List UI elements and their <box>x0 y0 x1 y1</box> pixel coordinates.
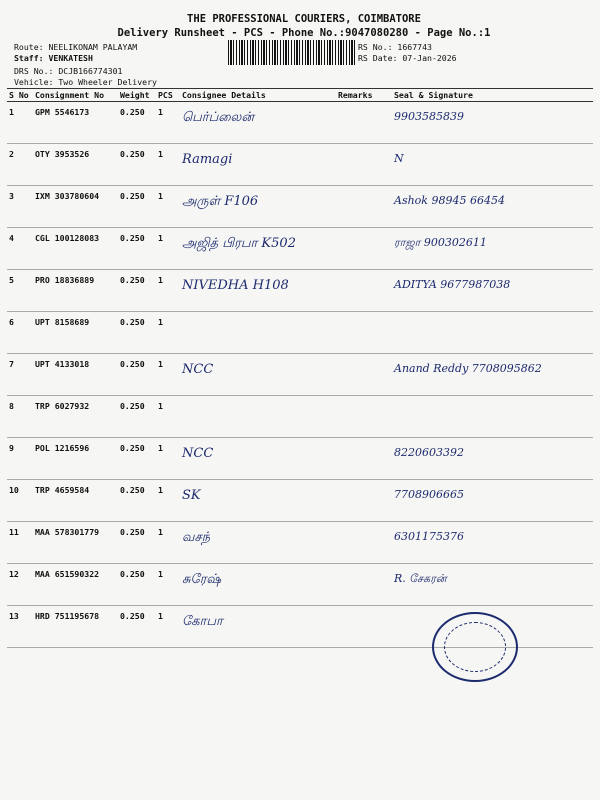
row-consignee: NCC <box>182 446 214 461</box>
row-sno-cell: 13 <box>7 606 33 648</box>
row-consignee-cell <box>180 102 336 144</box>
row-consignment-no-cell: OTY 3953526 <box>33 144 118 186</box>
row-consignee-cell <box>180 564 336 606</box>
table-row <box>7 438 593 480</box>
row-consignee: அஜித் பிரபா K502 <box>182 236 296 251</box>
row-consignment-no-cell: GPM 5546173 <box>33 102 118 144</box>
row-sno-cell: 4 <box>7 228 33 270</box>
vehicle-label: Vehicle: Two Wheeler Delivery <box>14 77 157 87</box>
table-row <box>7 354 593 396</box>
row-signature: ADITYA 9677987038 <box>394 278 511 291</box>
row-signature-cell <box>392 564 593 606</box>
row-sno-cell: 10 <box>7 480 33 522</box>
row-signature: 9903585839 <box>394 110 464 123</box>
row-weight-cell: 0.250 <box>118 606 156 648</box>
row-sno-cell: 11 <box>7 522 33 564</box>
route-label: Route: NEELIKONAM PALAYAM <box>14 42 138 52</box>
row-pcs-cell: 1 <box>156 144 180 186</box>
row-consignee: Ramagi <box>182 152 233 167</box>
row-pcs-cell: 1 <box>156 564 180 606</box>
row-weight-cell: 0.250 <box>118 396 156 438</box>
row-remarks-cell <box>336 522 392 564</box>
row-consignment-no-cell: HRD 751195678 <box>33 606 118 648</box>
row-remarks-cell <box>336 312 392 354</box>
row-pcs-cell: 1 <box>156 270 180 312</box>
row-signature-cell <box>392 102 593 144</box>
table-row <box>7 480 593 522</box>
row-remarks-cell <box>336 354 392 396</box>
row-consignee-cell <box>180 480 336 522</box>
row-weight-cell: 0.250 <box>118 270 156 312</box>
row-pcs-cell: 1 <box>156 396 180 438</box>
drs-number: DRS No.: DCJB166774301 <box>14 66 123 76</box>
col-consignee: Consignee Details <box>180 89 336 102</box>
row-consignee: SK <box>182 488 201 503</box>
row-consignee: கோபா <box>182 614 223 629</box>
row-signature-cell <box>392 396 593 438</box>
row-signature-cell <box>392 354 593 396</box>
row-consignee-cell <box>180 186 336 228</box>
row-consignee: அருள் F106 <box>182 194 259 209</box>
row-weight-cell: 0.250 <box>118 522 156 564</box>
row-consignee-cell <box>180 228 336 270</box>
table-row <box>7 564 593 606</box>
row-consignment-no-cell: PRO 18836889 <box>33 270 118 312</box>
row-consignment-no-cell: TRP 4659584 <box>33 480 118 522</box>
row-remarks-cell <box>336 228 392 270</box>
row-pcs-cell: 1 <box>156 312 180 354</box>
row-weight-cell: 0.250 <box>118 312 156 354</box>
row-weight-cell: 0.250 <box>118 102 156 144</box>
table-row <box>7 186 593 228</box>
row-weight-cell: 0.250 <box>118 228 156 270</box>
row-signature: 8220603392 <box>394 446 464 459</box>
row-remarks-cell <box>336 606 392 648</box>
row-consignment-no-cell: UPT 4133018 <box>33 354 118 396</box>
row-consignment-no-cell: MAA 578301779 <box>33 522 118 564</box>
row-consignee: சுரேஷ் <box>182 572 221 587</box>
row-pcs-cell: 1 <box>156 606 180 648</box>
row-consignee: பெர்ப்லைன் <box>182 110 254 125</box>
row-consignee: NIVEDHA H108 <box>182 278 289 293</box>
row-consignee-cell <box>180 354 336 396</box>
row-consignee-cell <box>180 522 336 564</box>
row-sno-cell: 1 <box>7 102 33 144</box>
row-signature-cell <box>392 522 593 564</box>
table-header-row <box>7 89 593 102</box>
table-row <box>7 228 593 270</box>
row-signature: 7708906665 <box>394 488 464 501</box>
row-consignee-cell <box>180 396 336 438</box>
col-weight: Weight <box>118 89 156 102</box>
row-remarks-cell <box>336 480 392 522</box>
table-row <box>7 522 593 564</box>
row-consignee-cell <box>180 270 336 312</box>
runsheet-subtitle: Delivery Runsheet - PCS - Phone No.:9047080280 - Page No.:1 <box>117 27 491 39</box>
row-consignment-no-cell: TRP 6027932 <box>33 396 118 438</box>
row-sno-cell: 3 <box>7 186 33 228</box>
row-sno-cell: 7 <box>7 354 33 396</box>
row-sno-cell: 6 <box>7 312 33 354</box>
col-seal: Seal & Signature <box>392 89 593 102</box>
row-signature: 6301175376 <box>394 530 464 543</box>
row-weight-cell: 0.250 <box>118 480 156 522</box>
staff-label: Staff: VENKATESH <box>14 53 93 63</box>
table-row <box>7 144 593 186</box>
row-signature: ராஜா 900302611 <box>394 236 487 249</box>
row-weight-cell: 0.250 <box>118 354 156 396</box>
row-sno-cell: 12 <box>7 564 33 606</box>
row-pcs-cell: 1 <box>156 354 180 396</box>
row-pcs-cell: 1 <box>156 186 180 228</box>
table-row <box>7 396 593 438</box>
row-sno-cell: 5 <box>7 270 33 312</box>
row-signature: Ashok 98945 66454 <box>394 194 505 207</box>
row-pcs-cell: 1 <box>156 102 180 144</box>
row-consignment-no-cell: IXM 303780604 <box>33 186 118 228</box>
row-signature-cell <box>392 270 593 312</box>
row-remarks-cell <box>336 186 392 228</box>
stamp-inner-ring <box>444 622 506 672</box>
row-consignee-cell <box>180 144 336 186</box>
row-remarks-cell <box>336 270 392 312</box>
row-pcs-cell: 1 <box>156 228 180 270</box>
row-signature-cell <box>392 438 593 480</box>
runsheet-table <box>7 88 593 648</box>
row-consignee: வசந் <box>182 530 210 545</box>
company-title: THE PROFESSIONAL COURIERS, COIMBATORE <box>187 13 421 25</box>
row-signature-cell <box>392 480 593 522</box>
barcode <box>228 40 356 65</box>
row-consignee: NCC <box>182 362 214 377</box>
row-remarks-cell <box>336 396 392 438</box>
row-signature: N <box>394 152 404 165</box>
row-consignment-no-cell: UPT 8158689 <box>33 312 118 354</box>
row-weight-cell: 0.250 <box>118 438 156 480</box>
col-consignment: Consignment No <box>33 89 118 102</box>
row-remarks-cell <box>336 564 392 606</box>
row-remarks-cell <box>336 438 392 480</box>
company-seal-stamp <box>432 612 518 682</box>
row-consignee-cell <box>180 438 336 480</box>
row-signature-cell <box>392 312 593 354</box>
col-sno: S No <box>7 89 33 102</box>
table-row <box>7 102 593 144</box>
row-remarks-cell <box>336 144 392 186</box>
rs-number: RS No.: 1667743 <box>358 42 432 52</box>
rs-date: RS Date: 07-Jan-2026 <box>358 53 457 63</box>
row-weight-cell: 0.250 <box>118 186 156 228</box>
row-signature-cell <box>392 144 593 186</box>
row-consignment-no-cell: POL 1216596 <box>33 438 118 480</box>
col-remarks: Remarks <box>336 89 392 102</box>
row-pcs-cell: 1 <box>156 522 180 564</box>
row-signature-cell <box>392 228 593 270</box>
row-pcs-cell: 1 <box>156 480 180 522</box>
row-sno-cell: 8 <box>7 396 33 438</box>
row-pcs-cell: 1 <box>156 438 180 480</box>
row-weight-cell: 0.250 <box>118 144 156 186</box>
row-consignee-cell <box>180 606 336 648</box>
row-sno-cell: 2 <box>7 144 33 186</box>
row-weight-cell: 0.250 <box>118 564 156 606</box>
table-row <box>7 270 593 312</box>
col-pcs: PCS <box>156 89 180 102</box>
row-consignment-no-cell: MAA 651590322 <box>33 564 118 606</box>
row-signature: R. சேகரன் <box>394 572 447 585</box>
row-signature-cell <box>392 186 593 228</box>
table-row <box>7 312 593 354</box>
row-signature: Anand Reddy 7708095862 <box>394 362 542 375</box>
row-sno-cell: 9 <box>7 438 33 480</box>
row-consignment-no-cell: CGL 100128083 <box>33 228 118 270</box>
row-remarks-cell <box>336 102 392 144</box>
row-consignee-cell <box>180 312 336 354</box>
